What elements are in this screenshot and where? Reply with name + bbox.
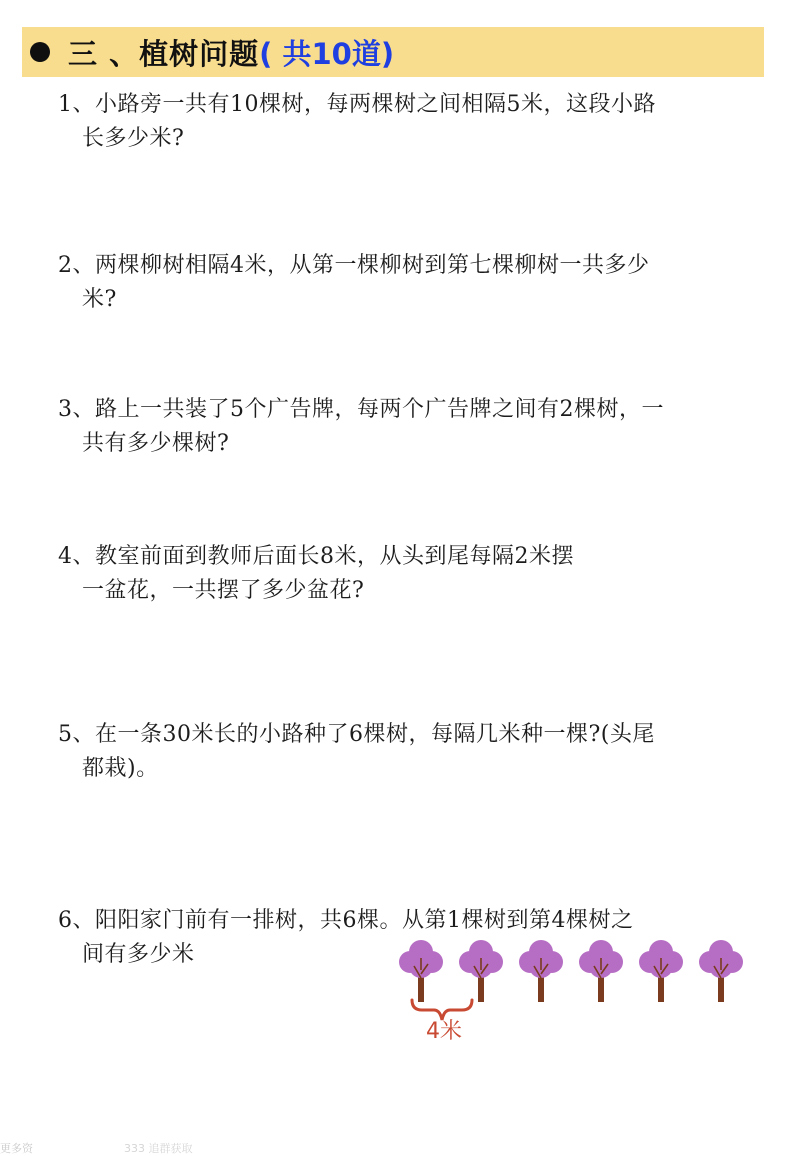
tree-icon <box>698 938 744 1004</box>
tree-icon <box>638 938 684 1004</box>
question-2-line-2: 米? <box>82 287 117 312</box>
question-3 <box>58 393 664 461</box>
question-6-line-2: 间有多少米 <box>82 942 195 967</box>
question-4-line-1: 4、教室前面到教师后面长8米，从头到尾每隔2米摆 <box>58 544 574 569</box>
question-2 <box>58 249 650 317</box>
question-4 <box>58 540 574 608</box>
question-5-line-1: 5、在一条30米长的小路种了6棵树，每隔几米种一棵?(头尾 <box>58 722 655 747</box>
question-4-line-2: 一盆花，一共摆了多少盆花? <box>82 578 365 603</box>
tree-icon <box>518 938 564 1004</box>
question-6-line-1: 6、阳阳家门前有一排树，共6棵。从第1棵树到第4棵树之 <box>58 908 634 933</box>
tree-icon <box>578 938 624 1004</box>
distance-label: 4米 <box>426 1019 462 1044</box>
question-5 <box>58 718 655 786</box>
section-title: 三 、植树问题 <box>68 36 260 71</box>
bullet-icon <box>30 42 50 62</box>
question-2-line-1: 2、两棵柳树相隔4米，从第一棵柳树到第七棵柳树一共多少 <box>58 253 650 278</box>
question-count: ( 共10道) <box>259 36 395 71</box>
question-1-line-2: 长多少米? <box>82 126 185 151</box>
footer-watermark-left: 更多资 <box>0 1142 33 1155</box>
question-3-line-1: 3、路上一共装了5个广告牌，每两个广告牌之间有2棵树，一 <box>58 397 664 422</box>
footer-watermark-mid: 333 追群获取 <box>124 1142 193 1155</box>
question-1-line-1: 1、小路旁一共有10棵树，每两棵树之间相隔5米，这段小路 <box>58 92 656 117</box>
tree-row-illustration <box>392 938 752 1050</box>
question-5-line-2: 都栽)。 <box>82 756 159 781</box>
section-header <box>22 27 764 77</box>
question-1 <box>58 88 656 156</box>
question-3-line-2: 共有多少棵树? <box>82 431 230 456</box>
